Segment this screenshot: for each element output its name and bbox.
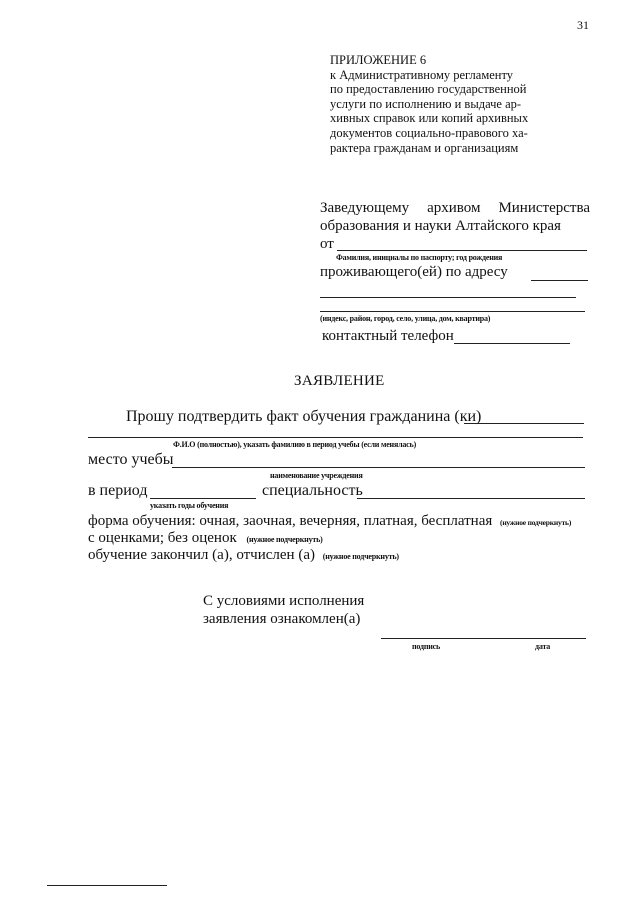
address-fill-line-2[interactable] (320, 297, 576, 298)
residing-label: проживающего(ей) по адресу (320, 264, 508, 280)
footnote-separator (47, 885, 167, 886)
appendix-header (330, 53, 528, 155)
place-hint: наименование учреждения (270, 471, 363, 480)
finished-note: (нужное подчеркнуть) (322, 552, 399, 561)
years-hint: указать годы обучения (150, 501, 229, 510)
finished (88, 547, 399, 564)
signature-fill-line[interactable] (381, 638, 586, 639)
grades (88, 530, 323, 547)
form-text: форма обучения: очная, заочная, вечерняя, платная, бесплатная (88, 513, 493, 529)
ack-line-1: С условиями исполнения (203, 593, 365, 609)
page-number: 31 (577, 18, 589, 32)
specialty-label: специальность (262, 482, 363, 499)
grades-text: с оценками; без оценок (88, 530, 237, 546)
phone-fill-line[interactable] (454, 343, 570, 344)
place-label: место учебы (88, 451, 174, 468)
date-hint: дата (535, 642, 551, 651)
specialty-fill-line[interactable] (357, 498, 585, 499)
from-fill-line[interactable] (337, 250, 587, 251)
appendix-line: услуги по исполнению и выдаче ар- (330, 96, 522, 111)
from-hint: Фамилия, инициалы по паспорту; год рождения (336, 253, 503, 262)
ack-line-2: заявления ознакомлен(а) (203, 611, 361, 627)
address-hint: (индекс, район, город, село, улица, дом, квартира) (320, 314, 491, 323)
from-label: от (320, 236, 334, 252)
address-fill-line-1[interactable] (531, 280, 588, 281)
grades-note: (нужное подчеркнуть) (246, 535, 323, 544)
name-fill-line-1[interactable] (464, 423, 584, 424)
form-of-study (88, 513, 571, 530)
appendix-line: к Административному регламенту (330, 67, 514, 82)
finished-text: обучение закончил (а), отчислен (а) (88, 547, 315, 563)
request-text: Прошу подтвердить факт обучения гражданина (ки) (126, 408, 482, 425)
appendix-line: рактера гражданам и организациям (330, 140, 519, 155)
phone-label: контактный телефон (322, 328, 454, 344)
address-fill-line-3[interactable] (320, 311, 585, 312)
name-fill-line-2[interactable] (88, 437, 583, 438)
name-hint: Ф.И.О (полностью), указать фамилию в период учебы (если менялась) (173, 440, 417, 449)
document-title: ЗАЯВЛЕНИЕ (294, 373, 385, 389)
period-label: в период (88, 482, 148, 499)
place-fill-line[interactable] (172, 467, 585, 468)
form-note: (нужное подчеркнуть) (500, 518, 572, 527)
appendix-line: по предоставлению государственной (330, 82, 527, 97)
appendix-line: хивных справок или копий архивных (330, 111, 529, 126)
appendix-line: ПРИЛОЖЕНИЕ 6 (330, 53, 427, 67)
signature-hint: подпись (412, 642, 441, 651)
period-fill-line[interactable] (150, 498, 256, 499)
addressee-line-2: образования и науки Алтайского края (320, 218, 561, 234)
appendix-line: документов социально-правового ха- (330, 125, 528, 140)
addressee-line-1: Заведующему архивом Министерства (320, 200, 590, 216)
